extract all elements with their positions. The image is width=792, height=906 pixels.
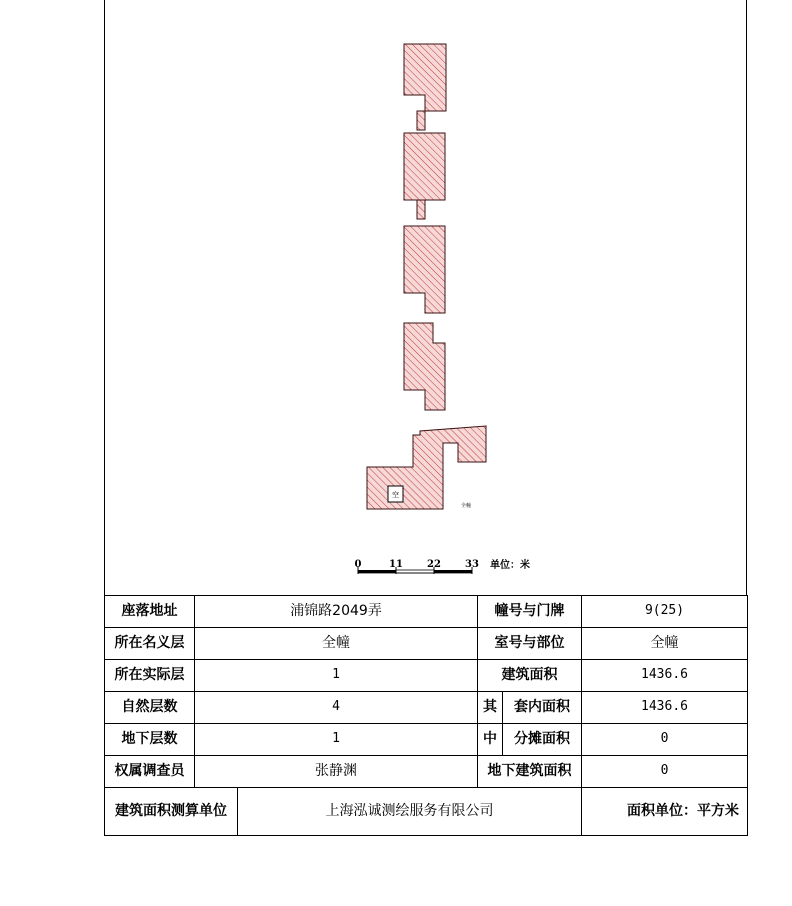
building-no-value: 9(25) [582, 596, 748, 628]
scale-bar [355, 558, 530, 574]
plan-block-5 [367, 426, 486, 509]
inner-area-value: 1436.6 [582, 692, 748, 724]
of-which-label-bottom: 中 [478, 724, 503, 756]
gross-area-value: 1436.6 [582, 660, 748, 692]
nominal-floor-value: 全幢 [195, 628, 478, 660]
scale-tick-33: 33 [465, 559, 479, 570]
inner-area-label: 套内面积 [503, 692, 582, 724]
plan-connector-1 [417, 111, 425, 130]
plan-block-1 [404, 44, 446, 111]
building-no-label: 幢号与门牌 [478, 596, 582, 628]
scale-tick-22: 22 [427, 559, 441, 570]
of-which-label-top: 其 [478, 692, 503, 724]
location-label: 座落地址 [105, 596, 195, 628]
shared-area-label: 分摊面积 [503, 724, 582, 756]
gross-area-label: 建筑面积 [478, 660, 582, 692]
plan-block-3 [404, 226, 445, 313]
plan-block-4 [404, 323, 445, 410]
actual-floor-value: 1 [195, 660, 478, 692]
area-unit-label: 面积单位：平方米 [627, 803, 740, 820]
underground-floors-value: 1 [195, 724, 478, 756]
survey-unit-label: 建筑面积测算单位 [105, 788, 238, 836]
natural-floors-label: 自然层数 [105, 692, 195, 724]
void-room-label: 空 [392, 491, 399, 499]
underground-area-value: 0 [582, 756, 748, 788]
plan-connector-2 [417, 200, 425, 219]
actual-floor-label: 所在实际层 [105, 660, 195, 692]
property-info-table [104, 595, 748, 836]
location-value: 浦锦路2049弄 [195, 596, 478, 628]
room-value: 全幢 [582, 628, 748, 660]
room-label: 室号与部位 [478, 628, 582, 660]
underground-floors-label: 地下层数 [105, 724, 195, 756]
shared-area-value: 0 [582, 724, 748, 756]
underground-area-label: 地下建筑面积 [478, 756, 582, 788]
scale-unit-label: 单位：米 [490, 560, 530, 571]
surveyor-value: 张静渊 [195, 756, 478, 788]
nominal-floor-label: 所在名义层 [105, 628, 195, 660]
scale-tick-0: 0 [354, 559, 362, 570]
natural-floors-value: 4 [195, 692, 478, 724]
scale-tick-11: 11 [389, 559, 403, 570]
plan-block-2 [404, 133, 445, 200]
surveyor-label: 权属调查员 [105, 756, 195, 788]
full-building-mark: 全幢 [461, 503, 472, 509]
area-unit-cell [582, 788, 748, 836]
survey-unit-value: 上海泓诚测绘服务有限公司 [238, 788, 582, 836]
